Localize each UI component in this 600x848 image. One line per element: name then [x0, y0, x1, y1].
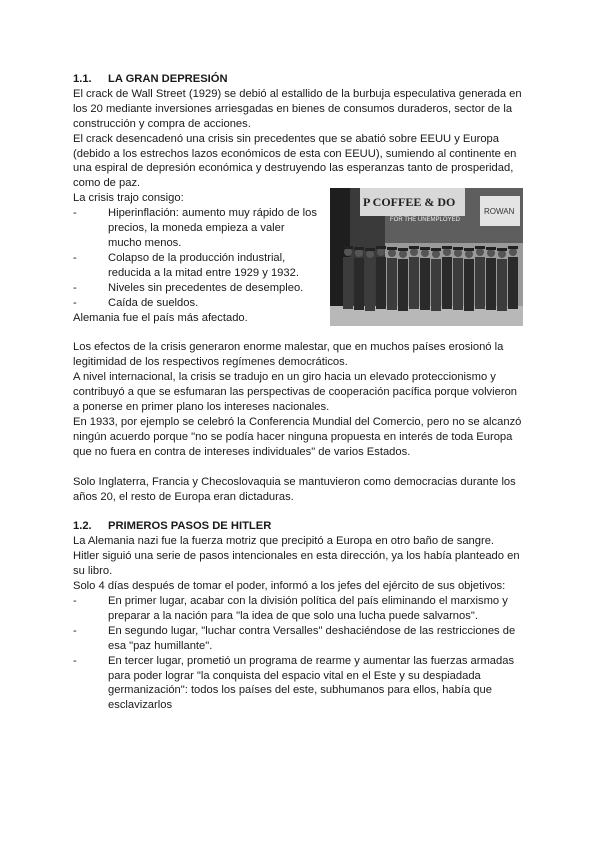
paragraph: En 1933, por ejemplo se celebró la Conferencia Mundial del Comercio, pero no se alcanzó ningún acuerdo porque "no se podía hacer ninguna propuesta en interés de toda Europa que no fuera en contra de intereses individuales" de varios Estados.: [73, 415, 522, 458]
section-number: 1.2.: [73, 520, 92, 533]
section-title: PRIMEROS PASOS DE HITLER: [108, 520, 272, 533]
paragraph: Solo Inglaterra, Francia y Checoslovaquia se mantuvieron como democracias durante los años 20, el resto de Europa eran dictaduras.: [73, 475, 516, 503]
list-item: - En tercer lugar, prometió un programa de rearme y aumentar las fuerzas armadas para poder lograr "la conquista del espacio vital en el Este y su despiadada germanización": todos los países del este, subhumanos para ellos, había que esclavizarlos: [73, 654, 515, 712]
paragraph: El crack de Wall Street (1929) se debió al estallido de la burbuja especulativa generada en los 20 mediante inversiones arriesgadas en bienes de consumos duraderos, sector de la construcción y compra de acciones.: [73, 87, 522, 130]
section-heading-2: [73, 519, 523, 534]
list-intro: La crisis trajo consigo:: [73, 192, 184, 205]
paragraph: El crack desencadenó una crisis sin precedentes que se abatió sobre EEUU y Europa (debido a los estrechos lazos económicos de esta con EEUU), sumiendo al continente en una espiral de depresión económica y destruyendo las esperanzas tanto de prosperidad, como de paz.: [73, 132, 517, 190]
paragraph: Solo 4 días después de tomar el poder, informó a los jefes del ejército de sus objetivos:: [73, 580, 506, 593]
paragraph: La Alemania nazi fue la fuerza motriz que precipitó a Europa en otro baño de sangre. Hitler siguió una serie de pasos intencionales en esta dirección, ya los había planteado en su libro.: [73, 535, 520, 578]
list-item: - Caída de sueldos.: [73, 296, 199, 309]
list-item: - Hiperinflación: aumento muy rápido de los precios, la moneda empieza a valer mucho menos.: [73, 207, 317, 249]
sign-text: ROWAN: [484, 207, 515, 216]
section-number: 1.1.: [73, 73, 92, 85]
section-heading-1: [73, 72, 523, 87]
list-item: - En segundo lugar, "luchar contra Versalles" deshaciéndose de las restricciones de esa "paz humillante".: [73, 624, 516, 652]
paragraph: A nivel internacional, la crisis se tradujo en un giro hacia un elevado proteccionismo y contribuyó a que se esfumaran las perspectivas de cooperación pacífica porque volvieron a ponerse en primer plano los intereses nacionales.: [73, 371, 518, 414]
sign-text: FOR THE UNEMPLOYED: [390, 217, 460, 223]
paragraph: Los efectos de la crisis generaron enorme malestar, que en muchos países erosionó la legitimidad de los respectivos regímenes democráticos.: [73, 341, 504, 369]
list-item: - En primer lugar, acabar con la división política del país eliminando el marxismo y preparar a la nación para "la idea de que solo una lucha puede salvarnos".: [73, 595, 508, 622]
list-item: - Colapso de la producción industrial, reducida a la mitad entre 1929 y 1932.: [73, 251, 299, 279]
photo-image: [330, 188, 523, 326]
document-page: [73, 72, 523, 713]
list-item: - Niveles sin precedentes de desempleo.: [73, 281, 304, 294]
section-title: LA GRAN DEPRESIÓN: [108, 73, 228, 85]
sign-text: P COFFEE & DO: [363, 195, 456, 209]
breadline-photo: [330, 188, 523, 326]
paragraph: Alemania fue el país más afectado.: [73, 311, 248, 324]
objectives-list: [73, 594, 523, 713]
